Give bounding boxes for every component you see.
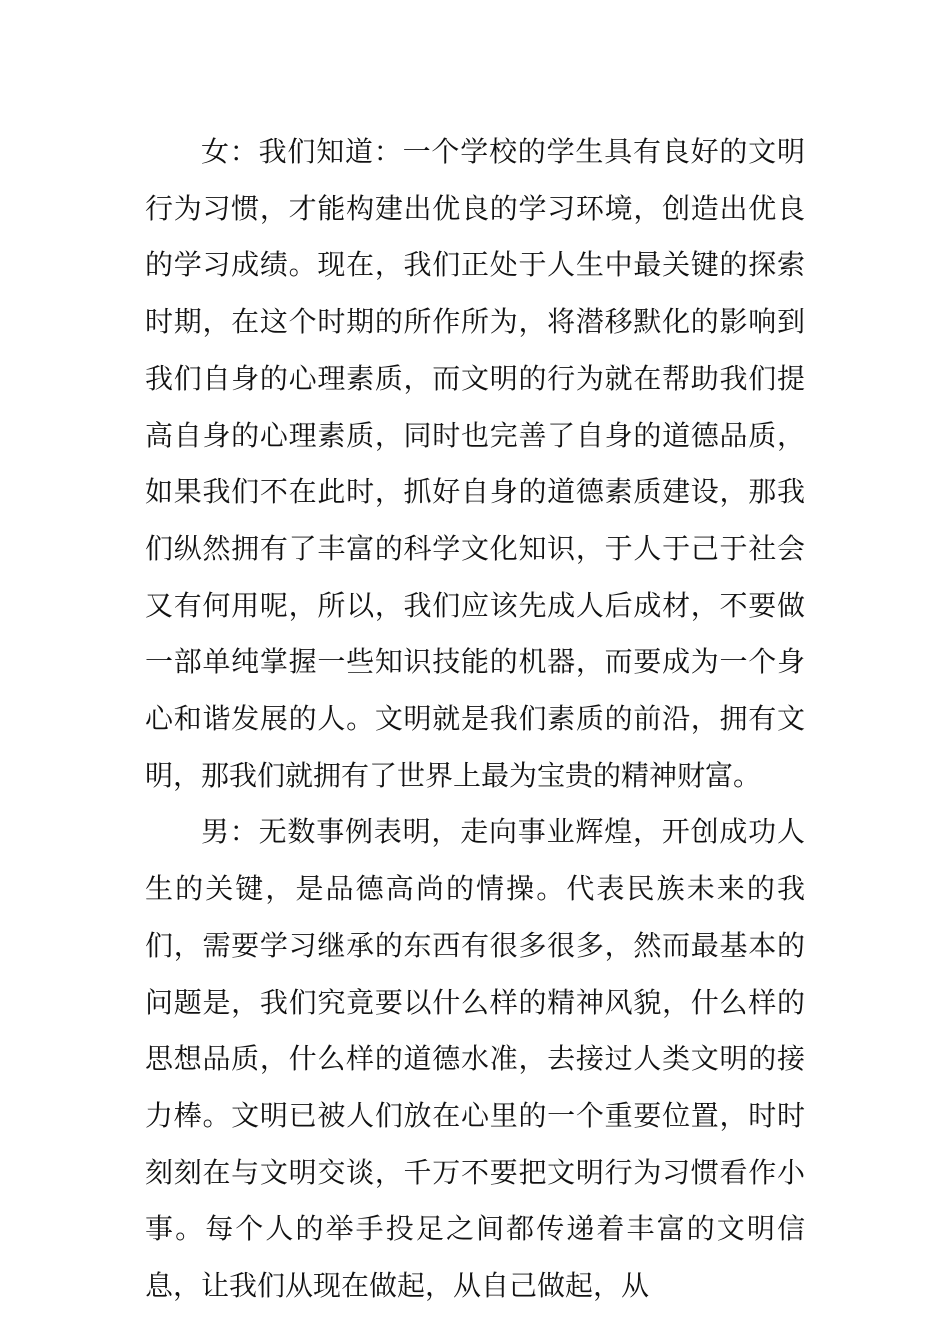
paragraph-male-speaker: 男：无数事例表明，走向事业辉煌，开创成功人生的关键，是品德高尚的情操。代表民族未来的我们，需要学习继承的东西有很多很多，然而最基本的问题是，我们究竟要以什么样的精神风貌，什么样的思想品质，什么样的道德水准，去接过人类文明的接力棒。文明已被人们放在心里的一个重要位置，时时刻刻在与文明交谈，千万不要把文明行为习惯看作小事。每个人的举手投足之间都传递着丰富的文明信息，让我们从现在做起，从自己做起，从 xyxy=(145,815,805,1303)
paragraph-female-speaker: 女：我们知道：一个学校的学生具有良好的文明行为习惯，才能构建出优良的学习环境，创造出优良的学习成绩。现在，我们正处于人生中最关键的探索时期，在这个时期的所作所为，将潜移默化的影响到我们自身的心理素质，而文明的行为就在帮助我们提高自身的心理素质，同时也完善了自身的道德品质，如果我们不在此时，抓好自身的道德素质建设，那我们纵然拥有了丰富的科学文化知识，于人于己于社会又有何用呢，所以，我们应该先成人后成材，不要做一部单纯掌握一些知识技能的机器，而要成为一个身心和谐发展的人。文明就是我们素质的前沿，拥有文明，那我们就拥有了世界上最为宝贵的精神财富。 xyxy=(145,135,805,792)
document-body xyxy=(145,124,805,1315)
